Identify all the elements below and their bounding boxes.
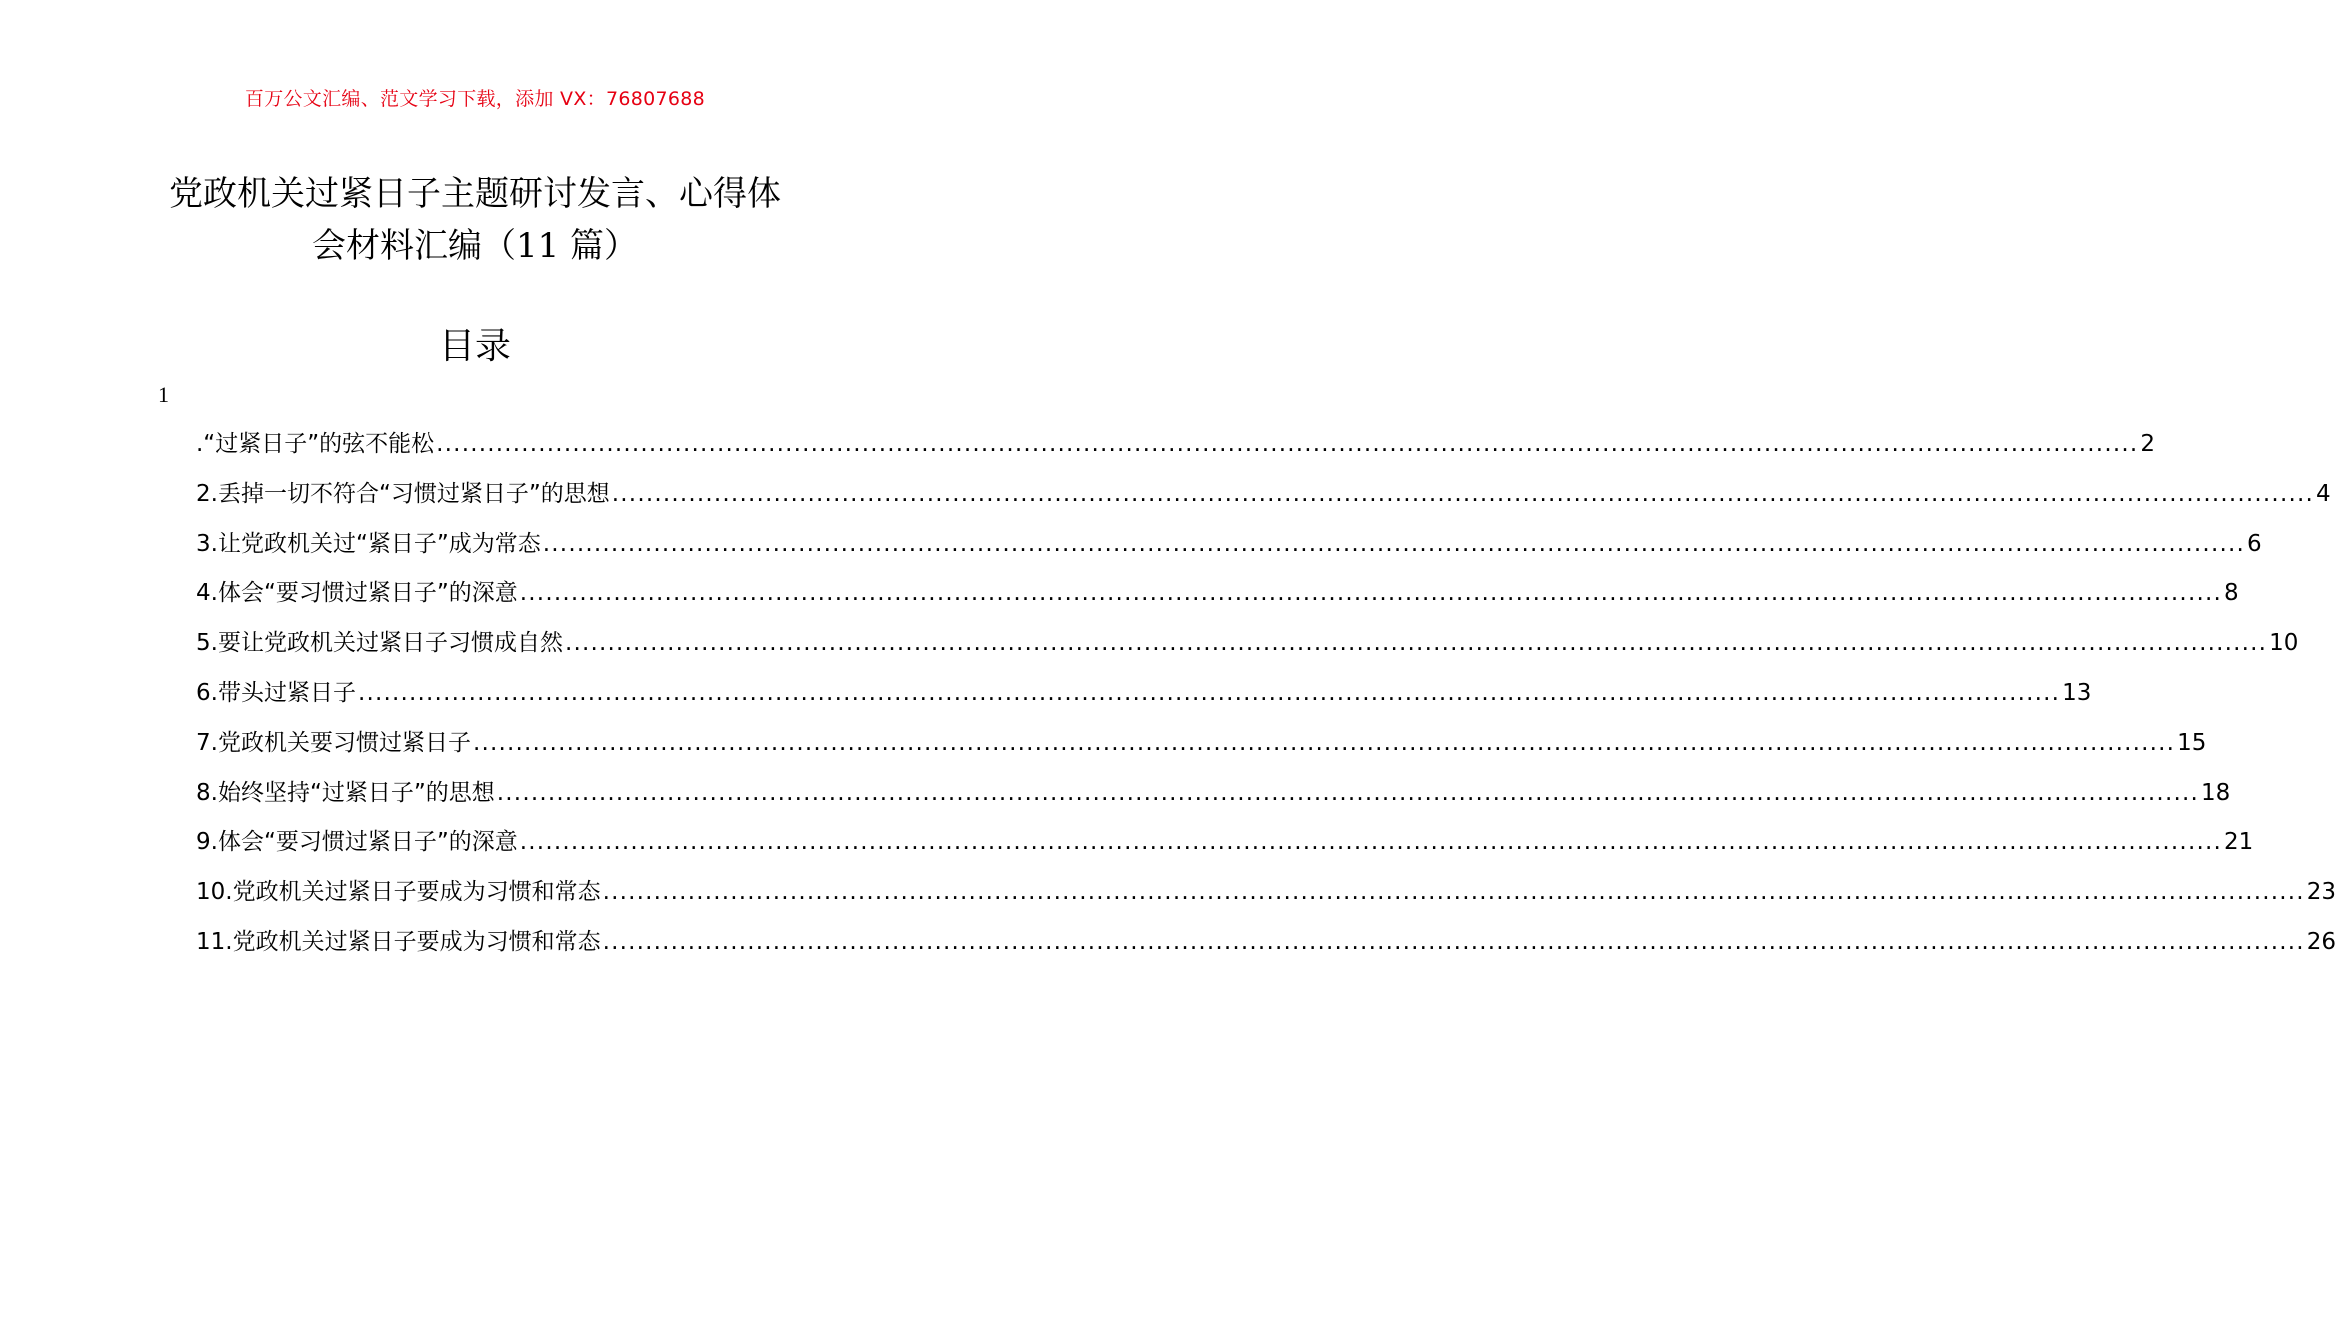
toc-entry-title: 7.党政机关要习惯过紧日子 — [196, 729, 471, 756]
toc-leader-dots: ........................................................................................................................................................................................................ — [472, 729, 2176, 756]
header-note: 百万公文汇编、范文学习下载，添加 VX：76807688 — [244, 88, 706, 110]
toc-entry[interactable] — [196, 474, 2331, 524]
toc-entry-title: 9.体会“要习惯过紧日子”的深意 — [196, 829, 518, 856]
toc-leader-dots: ........................................................................................................................................................................................................ — [519, 829, 2222, 856]
title-line-2-prefix: 会材料汇编（ — [311, 226, 516, 266]
toc-entry[interactable] — [196, 872, 2336, 922]
stray-number: 1 — [158, 382, 169, 407]
toc-entry-title: 6.带头过紧日子 — [196, 679, 356, 706]
title-line-2-suffix: 篇） — [559, 226, 639, 266]
toc-leader-dots: ........................................................................................................................................................................................................ — [602, 879, 2305, 906]
toc-entry-page: 8 — [2224, 580, 2239, 607]
toc-entry-page: 26 — [2306, 928, 2336, 955]
toc-entry[interactable] — [196, 922, 2336, 972]
toc-entry[interactable] — [196, 623, 2299, 673]
toc-heading: 目录 — [438, 326, 511, 367]
toc-leader-dots: ........................................................................................................................................................................................................ — [496, 779, 2199, 806]
toc-entry-title: .“过紧日子”的弦不能松 — [196, 431, 435, 457]
toc-leader-dots: ........................................................................................................................................................................................................ — [436, 431, 2139, 457]
toc-entry-page: 18 — [2201, 779, 2231, 806]
toc-entry[interactable] — [196, 673, 2092, 723]
toc-entry-title: 4.体会“要习惯过紧日子”的深意 — [196, 580, 518, 607]
toc-entry-page: 15 — [2177, 729, 2207, 756]
toc-leader-dots: ........................................................................................................................................................................................................ — [602, 928, 2305, 955]
table-of-contents — [196, 424, 2336, 972]
title-line-1: 党政机关过紧日子主题研讨发言、心得体 — [169, 174, 781, 214]
toc-leader-dots: ........................................................................................................................................................................................................ — [564, 630, 2268, 657]
toc-entry-title: 3.让党政机关过“紧日子”成为常态 — [196, 530, 541, 557]
toc-entry-page: 2 — [2140, 431, 2156, 457]
toc-entry-title: 10.党政机关过紧日子要成为习惯和常态 — [196, 879, 601, 906]
toc-leader-dots: ........................................................................................................................................................................................................ — [611, 480, 2314, 507]
toc-entry[interactable] — [196, 524, 2262, 574]
toc-entry[interactable] — [196, 773, 2231, 823]
toc-entry[interactable] — [196, 424, 2156, 474]
toc-entry-page: 13 — [2062, 679, 2092, 706]
toc-entry-title: 2.丢掉一切不符合“习惯过紧日子”的思想 — [196, 480, 610, 507]
title-line-2-number: 11 — [515, 226, 560, 266]
document-title — [140, 168, 810, 272]
toc-leader-dots: ........................................................................................................................................................................................................ — [519, 580, 2222, 607]
toc-leader-dots: ........................................................................................................................................................................................................ — [542, 530, 2245, 557]
toc-entry-page: 21 — [2224, 829, 2254, 856]
toc-entry-page: 6 — [2247, 530, 2262, 557]
toc-entry[interactable] — [196, 723, 2207, 773]
toc-leader-dots: ........................................................................................................................................................................................................ — [357, 679, 2061, 706]
toc-entry[interactable] — [196, 822, 2254, 872]
toc-entry-title: 11.党政机关过紧日子要成为习惯和常态 — [196, 928, 601, 955]
toc-entry-page: 4 — [2316, 480, 2331, 507]
toc-entry-page: 23 — [2306, 879, 2336, 906]
toc-entry-page: 10 — [2269, 630, 2299, 657]
toc-entry[interactable] — [196, 573, 2239, 623]
toc-entry-title: 5.要让党政机关过紧日子习惯成自然 — [196, 630, 563, 657]
toc-entry-title: 8.始终坚持“过紧日子”的思想 — [196, 779, 495, 806]
